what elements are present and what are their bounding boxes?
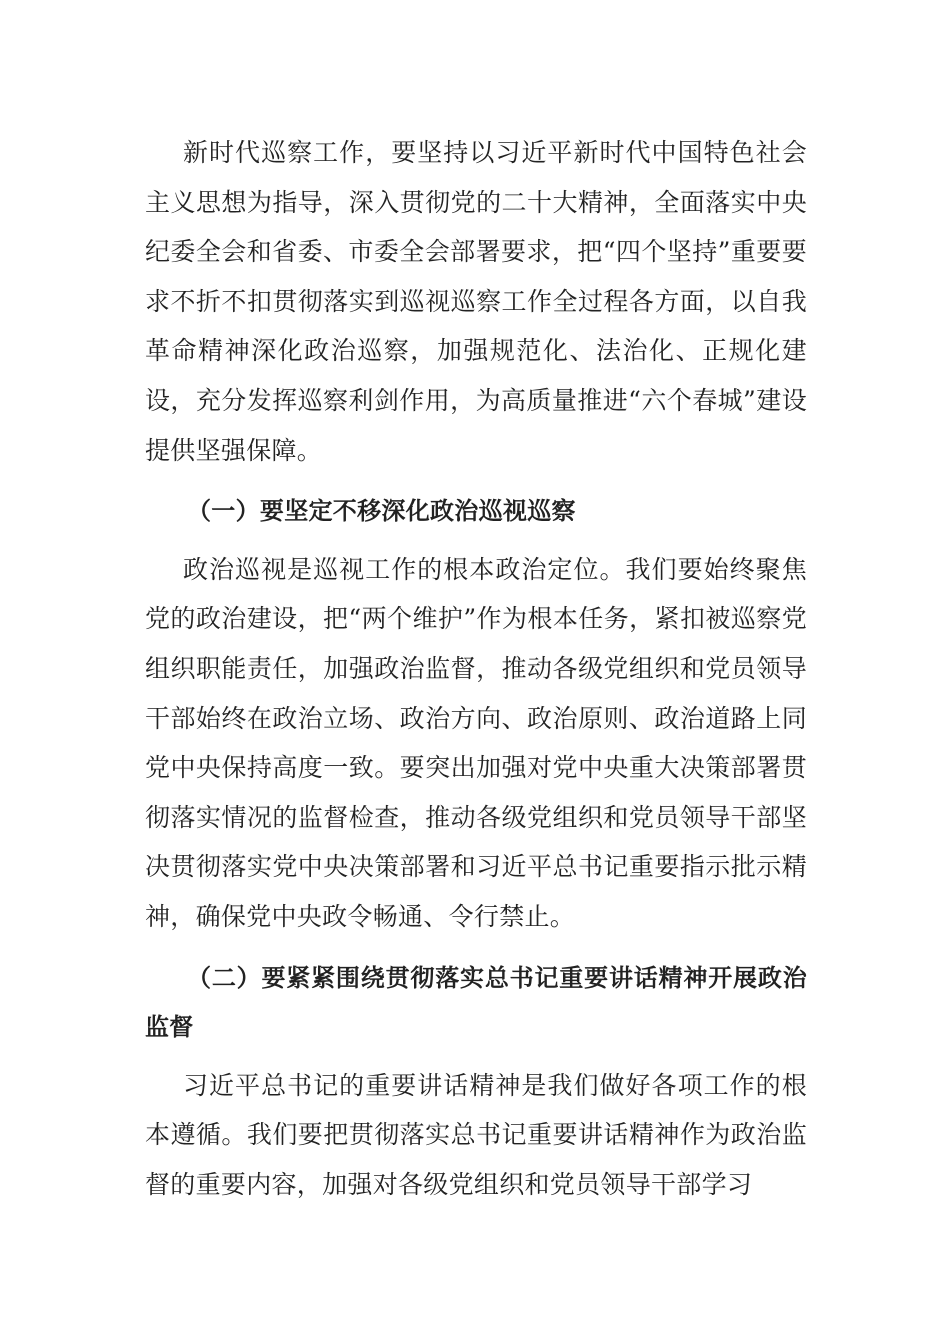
- section-1-paragraph: 政治巡视是巡视工作的根本政治定位。我们要始终聚焦党的政治建设，把“两个维护”作为根本任务，紧扣被巡察党组织职能责任，加强政治监督，推动各级党组织和党员领导干部始终在政治立场、政治方向、政治原则、政治道路上同党中央保持高度一致。要突出加强对党中央重大决策部署贯彻落实情况的监督检查，推动各级党组织和党员领导干部坚决贯彻落实党中央决策部署和习近平总书记重要指示批示精神，确保党中央政令畅通、令行禁止。: [145, 554, 807, 931]
- section-heading-2: （二）要紧紧围绕贯彻落实总书记重要讲话精神开展政治监督: [145, 963, 807, 1042]
- section-heading-1: （一）要坚定不移深化政治巡视巡察: [187, 497, 576, 526]
- document-body: [145, 128, 807, 1209]
- intro-paragraph: 新时代巡察工作，要坚持以习近平新时代中国特色社会主义思想为指导，深入贯彻党的二十大精神，全面落实中央纪委全会和省委、市委全会部署要求，把“四个坚持”重要要求不折不扣贯彻落实到巡视巡察工作全过程各方面，以自我革命精神深化政治巡察，加强规范化、法治化、正规化建设，充分发挥巡察利剑作用，为高质量推进“六个春城”建设提供坚强保障。: [145, 138, 807, 465]
- section-2-paragraph: 习近平总书记的重要讲话精神是我们做好各项工作的根本遵循。我们要把贯彻落实总书记重要讲话精神作为政治监督的重要内容，加强对各级党组织和党员领导干部学习: [145, 1070, 807, 1199]
